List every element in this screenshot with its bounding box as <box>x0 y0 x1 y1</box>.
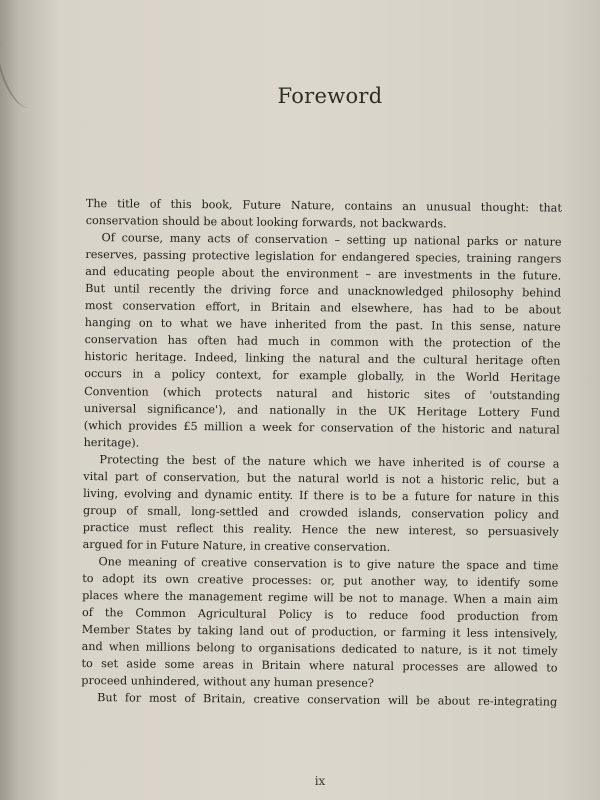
text-line: to set aside some areas in Britain where natural processes are allowed to <box>81 657 558 675</box>
text-line: practice must reflect this reality. Hence the new interest, so persuasively <box>82 520 559 539</box>
text-line: Member States by taking land out of production, or farming it less intensively, <box>81 623 558 641</box>
text-line: and educating people about the environment – are investments in the future. <box>85 265 562 283</box>
text-line: But until recently the driving force and unacknowledged philosophy behind <box>85 282 562 300</box>
text-line: One meaning of creative conservation is to give nature the space and time <box>98 555 559 573</box>
text-line: Convention (which protects natural and historic sites of 'outstanding <box>84 384 561 403</box>
text-line: argued for in Future Nature, in creative conservation. <box>82 537 391 554</box>
text-line: vital part of conservation, but the natural world is not a historic relic, but a <box>83 469 560 488</box>
text-line: and when millions belong to organisations dedicated to nature, is it not timely <box>81 640 558 658</box>
text-line: (which provides £5 million a week for conservation of the historic and natural <box>83 418 560 437</box>
text-line: group of small, long-settled and crowded islands, conservation policy and <box>82 503 560 522</box>
text-line: of the Common Agricultural Policy is to reduce food production from <box>81 606 559 624</box>
text-line: heritage). <box>83 435 140 450</box>
text-line: to adopt its own creative processes: or, put another way, to identify some <box>82 572 559 590</box>
text-line: living, evolving and dynamic entity. If there is to be a future for nature in this <box>83 486 560 505</box>
text-line: reserves, passing protective legislation for endangered species, training rangers <box>85 248 562 266</box>
text-line: historic heritage. Indeed, linking the natural and the cultural heritage often <box>84 350 561 368</box>
text-line: Protecting the best of the nature which we have inherited is of course a <box>99 452 560 471</box>
text-line: most conservation effort, in Britain and elsewhere, has had to be about <box>84 299 561 317</box>
text-line: conservation has often had much in common with the protection of the <box>84 333 561 351</box>
text-line: occurs in a policy context, for example globally, in the World Heritage <box>84 367 561 386</box>
text-line: The title of this book, Future Nature, contains an unusual thought: that <box>85 196 562 215</box>
page-number: ix <box>314 774 326 788</box>
page-title: Foreword <box>277 84 383 108</box>
text-line: proceed unhindered, without any human presence? <box>81 674 374 691</box>
text-line: conservation should be about looking forwards, not backwards. <box>85 214 447 231</box>
text-line: hanging on to what we have inherited from the past. In this sense, nature <box>84 316 561 334</box>
text-line: But for most of Britain, creative conservation will be about re-integrating <box>97 691 558 709</box>
text-line: Of course, many acts of conservation – setting up national parks or nature <box>101 231 562 249</box>
text-line: universal significance'), and nationally in the UK Heritage Lottery Fund <box>83 401 560 420</box>
text-line: places where the management regime will be not to manage. When a main aim <box>82 589 559 607</box>
body-text <box>81 195 562 711</box>
